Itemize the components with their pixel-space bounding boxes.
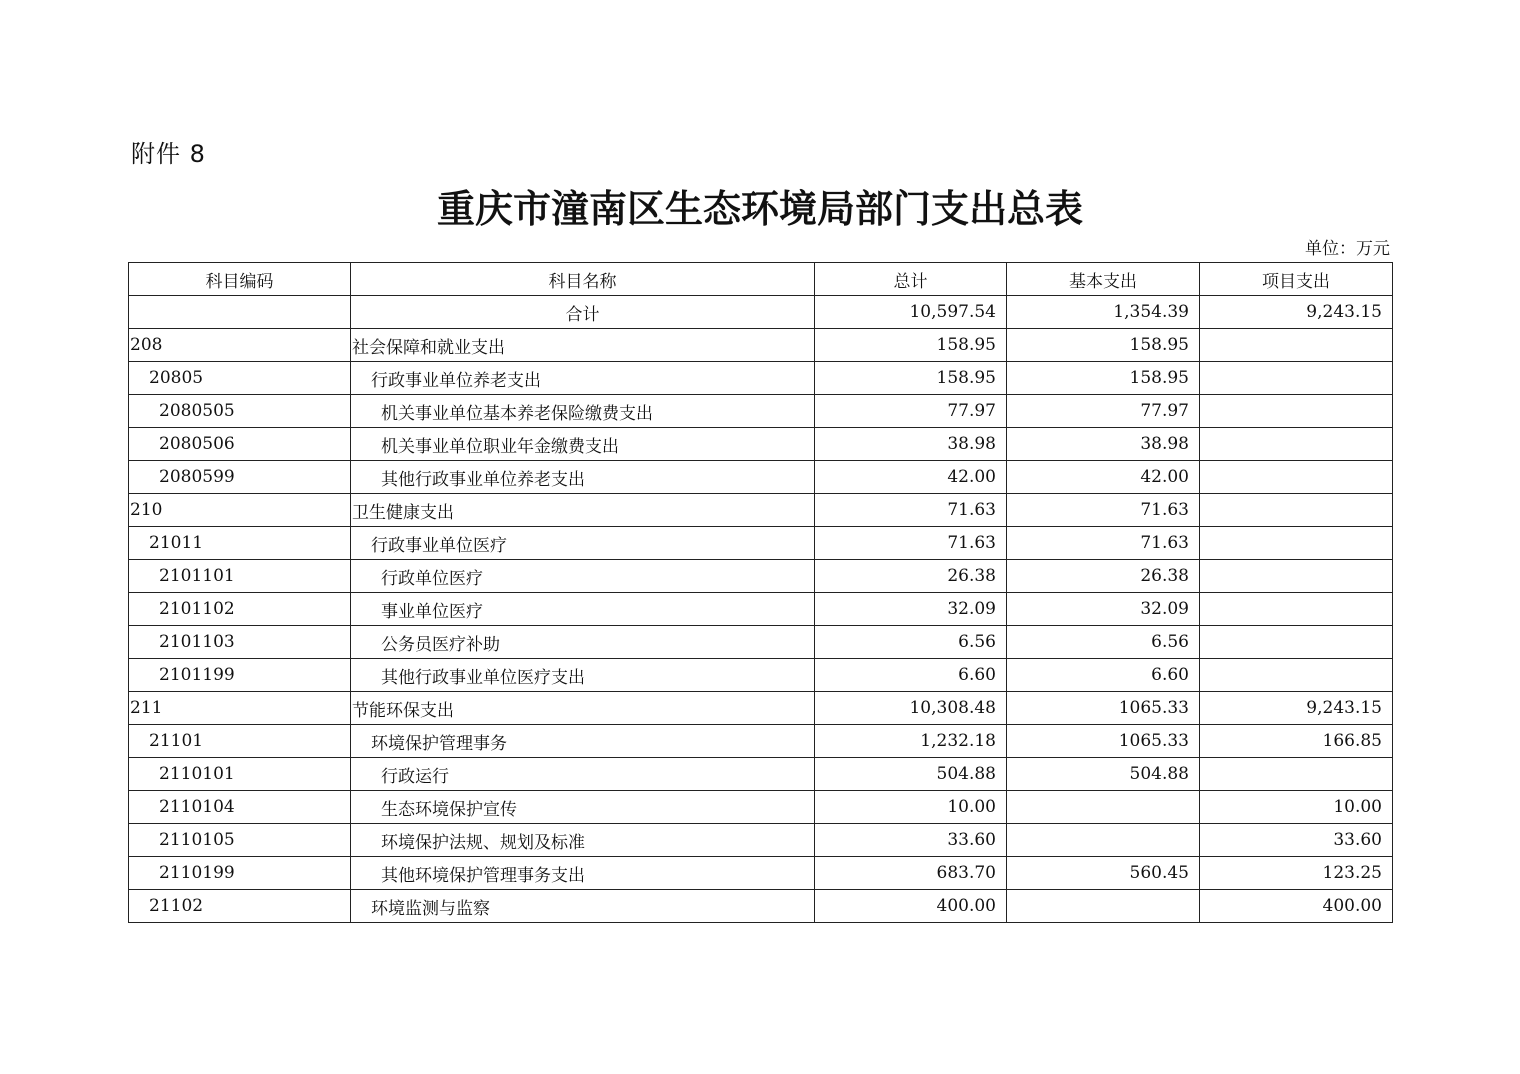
row-total: 42.00: [815, 461, 1007, 494]
row-basic: 77.97: [1007, 395, 1200, 428]
row-total: 10,308.48: [815, 692, 1007, 725]
row-total: 77.97: [815, 395, 1007, 428]
table-row: [129, 527, 1393, 560]
header-project: 项目支出: [1200, 263, 1393, 296]
row-basic: 158.95: [1007, 362, 1200, 395]
row-code: 2110104: [129, 791, 351, 824]
table-row: [129, 494, 1393, 527]
row-basic: 42.00: [1007, 461, 1200, 494]
table-row: [129, 560, 1393, 593]
table-row: [129, 329, 1393, 362]
row-total: 33.60: [815, 824, 1007, 857]
row-total: 1,232.18: [815, 725, 1007, 758]
row-project: 123.25: [1200, 857, 1393, 890]
row-basic: 38.98: [1007, 428, 1200, 461]
total-project: 9,243.15: [1200, 296, 1393, 329]
row-total: 158.95: [815, 329, 1007, 362]
row-project: [1200, 428, 1393, 461]
row-code: 2110199: [129, 857, 351, 890]
total-code: [129, 296, 351, 329]
row-name: 事业单位医疗: [351, 593, 815, 626]
table-row: [129, 626, 1393, 659]
row-project: [1200, 461, 1393, 494]
row-total: 71.63: [815, 527, 1007, 560]
row-name: 其他行政事业单位医疗支出: [351, 659, 815, 692]
table-row: [129, 791, 1393, 824]
row-code: 20805: [129, 362, 351, 395]
total-label: 合计: [351, 296, 815, 329]
row-basic: 560.45: [1007, 857, 1200, 890]
row-name: 环境保护法规、规划及标准: [351, 824, 815, 857]
row-name: 行政单位医疗: [351, 560, 815, 593]
header-name: 科目名称: [351, 263, 815, 296]
table-row: [129, 659, 1393, 692]
row-total: 683.70: [815, 857, 1007, 890]
row-name: 机关事业单位职业年金缴费支出: [351, 428, 815, 461]
table-row: [129, 725, 1393, 758]
row-name: 行政事业单位医疗: [351, 527, 815, 560]
table-row: [129, 461, 1393, 494]
row-name: 卫生健康支出: [351, 494, 815, 527]
header-row: [129, 263, 1393, 296]
row-project: 33.60: [1200, 824, 1393, 857]
row-name: 公务员医疗补助: [351, 626, 815, 659]
row-total: 38.98: [815, 428, 1007, 461]
row-code: 21101: [129, 725, 351, 758]
total-total: 10,597.54: [815, 296, 1007, 329]
header-basic: 基本支出: [1007, 263, 1200, 296]
table-row: [129, 857, 1393, 890]
row-total: 32.09: [815, 593, 1007, 626]
row-code: 21011: [129, 527, 351, 560]
row-code: 2101102: [129, 593, 351, 626]
row-basic: [1007, 824, 1200, 857]
row-total: 71.63: [815, 494, 1007, 527]
row-code: 2110101: [129, 758, 351, 791]
table-row: [129, 428, 1393, 461]
row-project: [1200, 659, 1393, 692]
row-project: 166.85: [1200, 725, 1393, 758]
table-row: [129, 395, 1393, 428]
row-code: 208: [129, 329, 351, 362]
row-name: 其他行政事业单位养老支出: [351, 461, 815, 494]
row-total: 6.60: [815, 659, 1007, 692]
row-project: [1200, 758, 1393, 791]
table-row: [129, 824, 1393, 857]
row-basic: 504.88: [1007, 758, 1200, 791]
row-name: 行政运行: [351, 758, 815, 791]
row-code: 2080599: [129, 461, 351, 494]
row-name: 节能环保支出: [351, 692, 815, 725]
row-total: 158.95: [815, 362, 1007, 395]
table-row: [129, 362, 1393, 395]
row-total: 400.00: [815, 890, 1007, 923]
expenditure-table: [128, 262, 1393, 923]
row-project: [1200, 329, 1393, 362]
row-code: 21102: [129, 890, 351, 923]
header-total: 总计: [815, 263, 1007, 296]
row-total: 504.88: [815, 758, 1007, 791]
row-project: [1200, 560, 1393, 593]
row-basic: 6.60: [1007, 659, 1200, 692]
row-basic: 26.38: [1007, 560, 1200, 593]
row-name: 环境监测与监察: [351, 890, 815, 923]
row-project: [1200, 494, 1393, 527]
row-code: 2101101: [129, 560, 351, 593]
row-name: 环境保护管理事务: [351, 725, 815, 758]
row-project: [1200, 395, 1393, 428]
row-basic: 71.63: [1007, 494, 1200, 527]
row-code: 2080506: [129, 428, 351, 461]
row-code: 2101199: [129, 659, 351, 692]
table-row: [129, 758, 1393, 791]
row-basic: 158.95: [1007, 329, 1200, 362]
total-basic: 1,354.39: [1007, 296, 1200, 329]
row-code: 211: [129, 692, 351, 725]
row-basic: 71.63: [1007, 527, 1200, 560]
row-project: [1200, 593, 1393, 626]
row-project: [1200, 626, 1393, 659]
row-project: 9,243.15: [1200, 692, 1393, 725]
table-row: [129, 692, 1393, 725]
row-project: 10.00: [1200, 791, 1393, 824]
row-total: 26.38: [815, 560, 1007, 593]
row-name: 社会保障和就业支出: [351, 329, 815, 362]
row-total: 10.00: [815, 791, 1007, 824]
row-code: 2110105: [129, 824, 351, 857]
table-row: [129, 593, 1393, 626]
row-total: 6.56: [815, 626, 1007, 659]
attachment-label: 附件 8: [131, 140, 206, 168]
row-basic: [1007, 890, 1200, 923]
row-name: 行政事业单位养老支出: [351, 362, 815, 395]
row-project: 400.00: [1200, 890, 1393, 923]
row-name: 机关事业单位基本养老保险缴费支出: [351, 395, 815, 428]
row-code: 210: [129, 494, 351, 527]
row-basic: 1065.33: [1007, 725, 1200, 758]
total-row: [129, 296, 1393, 329]
table-row: [129, 890, 1393, 923]
row-basic: 1065.33: [1007, 692, 1200, 725]
row-code: 2080505: [129, 395, 351, 428]
row-name: 生态环境保护宣传: [351, 791, 815, 824]
row-basic: 32.09: [1007, 593, 1200, 626]
row-name: 其他环境保护管理事务支出: [351, 857, 815, 890]
row-basic: [1007, 791, 1200, 824]
row-project: [1200, 527, 1393, 560]
header-code: 科目编码: [129, 263, 351, 296]
row-basic: 6.56: [1007, 626, 1200, 659]
unit-label: 单位：万元: [1305, 239, 1390, 259]
row-code: 2101103: [129, 626, 351, 659]
page-title: 重庆市潼南区生态环境局部门支出总表: [436, 186, 1083, 231]
row-project: [1200, 362, 1393, 395]
